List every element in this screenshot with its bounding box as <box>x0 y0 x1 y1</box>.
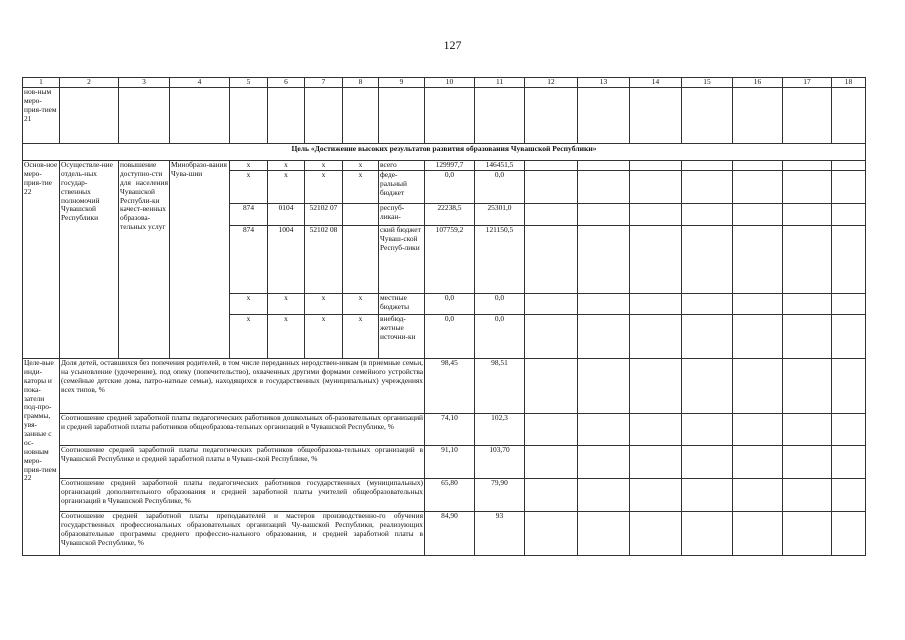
value-cell: 146451,5 <box>475 161 525 171</box>
grbs-cell: x <box>230 161 268 171</box>
value-cell: 121150,5 <box>475 226 525 294</box>
source-cell: всего <box>379 161 425 171</box>
target-article-cell: x <box>305 161 343 171</box>
grbs-cell: 874 <box>230 204 268 226</box>
target-article-cell: 52102 08 <box>305 226 343 294</box>
header-cell: 18 <box>832 78 866 88</box>
section-cell: x <box>268 161 305 171</box>
indicators-label: Целе-вые инди-каторы и пока-затели под-про-граммы, увя-занные с ос-новным меро-прия-тием 22 <box>23 359 60 556</box>
indicator-value: 102,3 <box>475 414 525 446</box>
source-cell: респуб-ликан- <box>379 204 425 226</box>
header-cell: 9 <box>379 78 425 88</box>
indicator-row <box>23 512 866 556</box>
event-executor: Минобразо-вания Чува-шии <box>170 161 230 359</box>
header-row <box>23 78 866 88</box>
continuation-row <box>23 88 866 144</box>
expense-group-cell: x <box>343 294 379 315</box>
indicator-row <box>23 446 866 479</box>
value-cell: 107759,2 <box>425 226 475 294</box>
grbs-cell: x <box>230 294 268 315</box>
event-code: Основ-ное меро-прия-тие 22 <box>23 161 60 359</box>
grbs-cell: 874 <box>230 226 268 294</box>
indicator-value: 91,10 <box>425 446 475 479</box>
grbs-cell: x <box>230 171 268 204</box>
header-cell: 17 <box>783 78 832 88</box>
indicator-text: Соотношение средней заработной платы педагогических работников государственных (муниципальных) организаций дополнительного образования и средней заработной платы учителей общеобразовательных организаций в Чувашской Республике, % <box>60 479 425 512</box>
header-cell: 5 <box>230 78 268 88</box>
section-cell: x <box>268 315 305 359</box>
source-cell: феде-ральный бюджет <box>379 171 425 204</box>
header-cell: 15 <box>682 78 733 88</box>
source-cell: местные бюджеты <box>379 294 425 315</box>
expense-group-cell <box>343 204 379 226</box>
continuation-label: нов-ным меро-прия-тием 21 <box>23 88 60 144</box>
header-cell: 12 <box>525 78 578 88</box>
header-cell: 16 <box>733 78 783 88</box>
header-cell: 13 <box>578 78 630 88</box>
indicator-value: 74,10 <box>425 414 475 446</box>
value-cell: 0,0 <box>425 315 475 359</box>
value-cell: 25301,0 <box>475 204 525 226</box>
header-cell: 7 <box>305 78 343 88</box>
indicator-text: Доля детей, оставшихся без попечения родителей, в том числе переданных неродствен-никам (в приемные семьи, на усыновление (удочерение), под опеку (попечительство), охваченных другими формами семейного устройства (семейные детские дома, патро-натные семьи), находящихся в государственных (муниципальных) учреждениях всех типов, % <box>60 359 425 414</box>
indicator-value: 98,51 <box>475 359 525 414</box>
source-cell: ский бюджет Чуваш-ской Респуб-лики <box>379 226 425 294</box>
indicator-row <box>23 359 866 414</box>
header-cell: 14 <box>630 78 682 88</box>
value-cell: 0,0 <box>475 294 525 315</box>
event-name: Осуществле-ние отдель-ных государ-ственных полномочий Чувашской Республики <box>60 161 119 359</box>
goal-title: Цель «Достижение высоких результатов развития образования Чувашской Республики» <box>23 144 866 161</box>
header-cell: 2 <box>60 78 119 88</box>
section-cell: x <box>268 294 305 315</box>
value-cell: 0,0 <box>425 171 475 204</box>
indicator-text: Соотношение средней заработной платы преподавателей и мастеров производственно-го обучения государственных профессиональных образовательных организаций Чу-вашской Республики, реализующих образовательные программы среднего профессио-нального образования, и средней заработной платы в Чувашской Республике, % <box>60 512 425 556</box>
header-cell: 10 <box>425 78 475 88</box>
indicator-value: 65,80 <box>425 479 475 512</box>
indicator-row <box>23 479 866 512</box>
indicator-value: 79,90 <box>475 479 525 512</box>
header-cell: 3 <box>119 78 170 88</box>
indicator-value: 93 <box>475 512 525 556</box>
budget-table <box>22 77 866 556</box>
indicator-text: Соотношение средней заработной платы педагогических работников дошкольных об-разовательных организаций и средней заработной платы работников общеобразова-тельных организаций в Чувашской Республике, % <box>60 414 425 446</box>
value-cell: 22238,5 <box>425 204 475 226</box>
header-cell: 4 <box>170 78 230 88</box>
target-article-cell: x <box>305 171 343 204</box>
section-cell: x <box>268 171 305 204</box>
header-cell: 6 <box>268 78 305 88</box>
indicator-value: 84,90 <box>425 512 475 556</box>
indicator-text: Соотношение средней заработной платы педагогических работников общеобразова-тельных организаций в Чувашской Республике и средней заработной платы в Чуваш-ской Республике, % <box>60 446 425 479</box>
expense-group-cell: x <box>343 161 379 171</box>
header-cell: 11 <box>475 78 525 88</box>
grbs-cell: x <box>230 315 268 359</box>
target-article-cell: 52102 07 <box>305 204 343 226</box>
section-cell: 0104 <box>268 204 305 226</box>
header-cell: 1 <box>23 78 60 88</box>
value-cell: 0,0 <box>475 315 525 359</box>
source-cell: внебюд-жетные источни-ки <box>379 315 425 359</box>
expense-group-cell <box>343 226 379 294</box>
event-row <box>23 161 866 171</box>
event-task: повышение доступно-сти для населения Чувашской Республи-ки качест-венных образова-тельных услуг <box>119 161 170 359</box>
value-cell: 129997,7 <box>425 161 475 171</box>
expense-group-cell: x <box>343 171 379 204</box>
page-number: 127 <box>443 38 462 52</box>
value-cell: 0,0 <box>425 294 475 315</box>
target-article-cell: x <box>305 315 343 359</box>
target-article-cell: x <box>305 294 343 315</box>
indicator-value: 98,45 <box>425 359 475 414</box>
header-cell: 8 <box>343 78 379 88</box>
expense-group-cell: x <box>343 315 379 359</box>
value-cell: 0,0 <box>475 171 525 204</box>
section-cell: 1004 <box>268 226 305 294</box>
goal-row <box>23 144 866 161</box>
indicator-value: 103,70 <box>475 446 525 479</box>
indicator-row <box>23 414 866 446</box>
